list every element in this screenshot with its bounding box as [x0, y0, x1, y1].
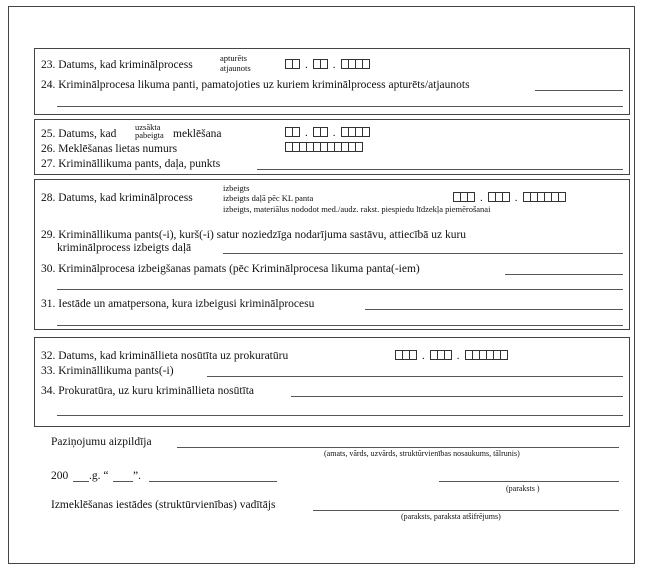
date-day-line[interactable] [113, 481, 133, 482]
item29-line[interactable] [223, 253, 623, 254]
filled-by-label: Paziņojumu aizpildīja [51, 436, 152, 448]
item23-label: 23. Datums, kad kriminālprocess [41, 59, 193, 71]
head-label: Izmeklēšanas iestādes (struktūrvienības) vadītājs [51, 499, 276, 511]
item28-option-terminated: izbeigts [223, 183, 250, 193]
item23-date-boxes[interactable]: . . [285, 59, 370, 69]
item25-suffix: meklēšana [173, 128, 222, 140]
date-year-line[interactable] [73, 481, 89, 482]
item31-line-1[interactable] [365, 309, 623, 310]
item23-option-resumed: atjaunots [220, 63, 251, 73]
item30-line-2[interactable] [57, 289, 623, 290]
item33-line[interactable] [207, 376, 623, 377]
item26-number-boxes[interactable] [285, 142, 363, 152]
section-prosecution [34, 337, 630, 427]
section-termination [34, 179, 630, 330]
section-search [34, 119, 630, 175]
item34-line-2[interactable] [57, 415, 623, 416]
filled-by-line[interactable] [177, 447, 619, 448]
item30-label: 30. Kriminālprocesa izbeigšanas pamats (pēc Kriminālprocesa likuma panta(-iem) [41, 263, 420, 275]
item28-label: 28. Datums, kad kriminālprocess [41, 192, 193, 204]
item32-date-boxes[interactable]: . . [395, 350, 508, 360]
head-hint: (paraksts, paraksta atšifrējums) [401, 512, 501, 521]
item28-option-partial: izbeigts daļā pēc KL panta [223, 193, 314, 203]
date-year: 200 [51, 470, 69, 482]
item27-line[interactable] [257, 169, 623, 170]
form-page [8, 6, 635, 564]
date-month-line[interactable] [149, 481, 277, 482]
item25-date-boxes[interactable]: . . [285, 127, 370, 137]
item26-label: 26. Meklēšanas lietas numurs [41, 143, 178, 155]
date-g: .g. “ [89, 470, 109, 482]
date-quote: ”. [133, 470, 141, 482]
item24-line-1[interactable] [535, 90, 623, 91]
item25-label: 25. Datums, kad [41, 128, 117, 140]
item25-option-finished: pabeigta [135, 130, 164, 140]
item23-option-suspended: apturēts [220, 53, 247, 63]
filled-by-hint: (amats, vārds, uzvārds, struktūrvienības nosaukums, tālrunis) [324, 449, 520, 458]
item27-label: 27. Krimināllikuma pants, daļa, punkts [41, 158, 221, 170]
item28-date-boxes[interactable]: . . [453, 192, 566, 202]
item34-line-1[interactable] [291, 396, 623, 397]
item33-label: 33. Krimināllikuma pants(-i) [41, 365, 174, 377]
item29-label-line1: 29. Krimināllikuma pants(-i), kurš(-i) satur noziedzīga nodarījuma sastāvu, attiecībā uz kuru [41, 229, 467, 241]
item30-line-1[interactable] [505, 274, 623, 275]
item31-line-2[interactable] [57, 325, 623, 326]
item32-label: 32. Datums, kad krimināllieta nosūtīta uz prokuratūru [41, 350, 289, 362]
signature-hint: (paraksts ) [506, 484, 540, 493]
item28-option-materials: izbeigts, materiālus nododot med./audz. rakst. piespiedu līdzekļa piemērošanai [223, 204, 491, 214]
item25-option-started: uzsākta [135, 122, 161, 132]
section-suspension [34, 48, 630, 115]
item24-label: 24. Kriminālprocesa likuma panti, pamatojoties uz kuriem kriminālprocess apturēts/atjaunots [41, 79, 470, 91]
item34-label: 34. Prokuratūra, uz kuru krimināllieta nosūtīta [41, 385, 255, 397]
item24-line-2[interactable] [57, 106, 623, 107]
head-line[interactable] [313, 510, 619, 511]
item31-label: 31. Iestāde un amatpersona, kura izbeigusi kriminālprocesu [41, 298, 315, 310]
signature-line[interactable] [439, 481, 619, 482]
item29-label-line2: kriminālprocess izbeigts daļā [57, 242, 192, 254]
